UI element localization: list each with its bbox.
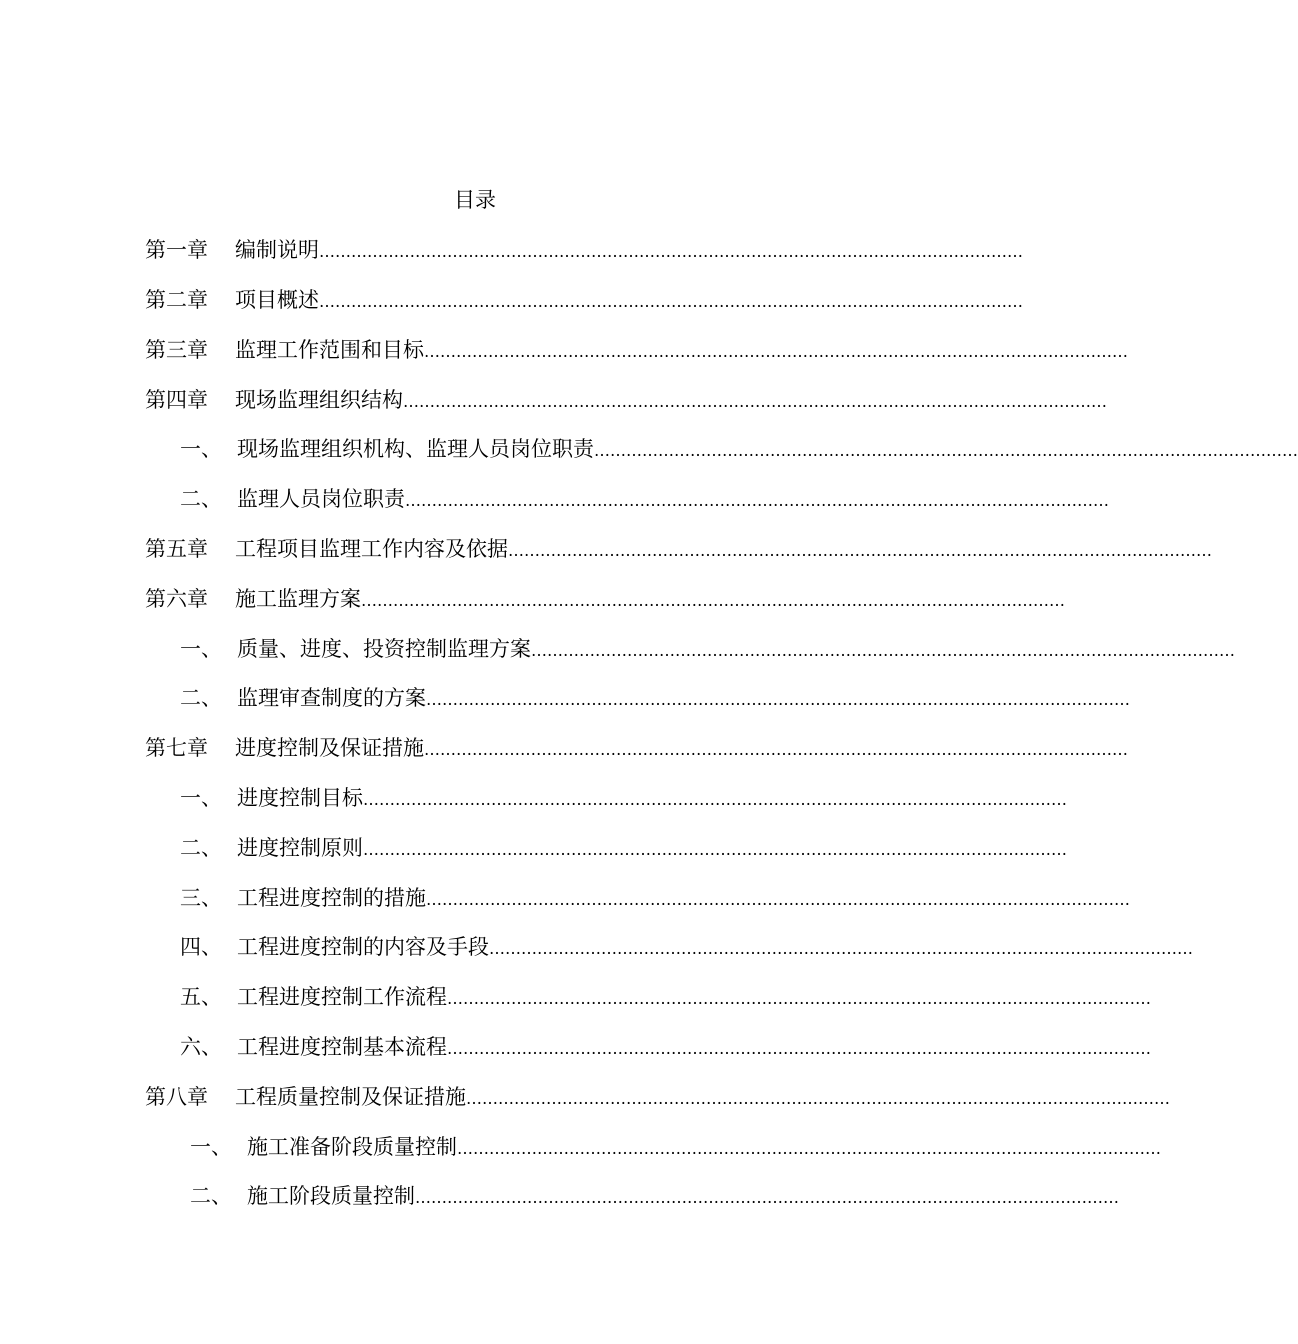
toc-dot-leader: ……………………………………………………………………………………………………………………	[426, 690, 1130, 709]
toc-entry-number: 第四章	[145, 388, 208, 412]
toc-entry-text: 质量、进度、投资控制监理方案	[237, 637, 531, 661]
toc-entry-section	[180, 1031, 1151, 1063]
toc-entry-section	[180, 782, 1067, 814]
toc-dot-leader: ……………………………………………………………………………………………………………………	[363, 790, 1067, 809]
toc-entry-number: 第六章	[145, 587, 208, 611]
toc-entry-text: 施工阶段质量控制	[247, 1184, 415, 1208]
toc-entry-number: 第一章	[145, 238, 208, 262]
toc-entry-chapter-1	[145, 234, 1023, 266]
toc-entry-chapter-3	[145, 334, 1128, 366]
toc-entry-text: 监理人员岗位职责	[237, 487, 405, 511]
toc-entry-number: 第五章	[145, 537, 208, 561]
toc-entry-chapter-6	[145, 583, 1065, 615]
toc-dot-leader: ……………………………………………………………………………………………………………………	[447, 989, 1151, 1008]
toc-entry-chapter-2	[145, 284, 1023, 316]
toc-entry-section	[180, 682, 1130, 714]
toc-title: 目录	[454, 188, 496, 212]
toc-entry-section	[190, 1131, 1161, 1163]
toc-entry-number: 四、	[180, 935, 222, 959]
toc-entry-section	[180, 433, 1298, 465]
toc-entry-text: 进度控制及保证措施	[235, 736, 424, 760]
toc-dot-leader: ……………………………………………………………………………………………………………………	[426, 890, 1130, 909]
toc-entry-text: 监理审查制度的方案	[237, 686, 426, 710]
toc-dot-leader: ……………………………………………………………………………………………………………………	[457, 1139, 1161, 1158]
toc-dot-leader: ……………………………………………………………………………………………………………………	[466, 1089, 1170, 1108]
toc-entry-text: 编制说明	[235, 238, 319, 262]
toc-entry-text: 监理工作范围和目标	[235, 338, 424, 362]
toc-entry-section	[180, 483, 1109, 515]
toc-entry-text: 工程进度控制的措施	[237, 886, 426, 910]
toc-entry-text: 施工准备阶段质量控制	[247, 1135, 457, 1159]
toc-entry-number: 二、	[180, 487, 222, 511]
toc-dot-leader: ……………………………………………………………………………………………………………………	[361, 591, 1065, 610]
toc-entry-number: 一、	[180, 637, 222, 661]
toc-entry-chapter-8	[145, 1081, 1170, 1113]
toc-entry-section	[180, 931, 1193, 963]
toc-entry-text: 进度控制目标	[237, 786, 363, 810]
toc-dot-leader: ……………………………………………………………………………………………………………………	[405, 491, 1109, 510]
toc-entry-text: 工程进度控制工作流程	[237, 985, 447, 1009]
toc-dot-leader: ……………………………………………………………………………………………………………………	[531, 641, 1235, 660]
toc-entry-text: 工程项目监理工作内容及依据	[235, 537, 508, 561]
toc-entry-text: 工程进度控制的内容及手段	[237, 935, 489, 959]
toc-entry-text: 工程质量控制及保证措施	[235, 1085, 466, 1109]
toc-dot-leader: ……………………………………………………………………………………………………………………	[415, 1188, 1119, 1207]
toc-dot-leader: ……………………………………………………………………………………………………………………	[447, 1039, 1151, 1058]
toc-entry-number: 一、	[180, 786, 222, 810]
toc-entry-number: 第二章	[145, 288, 208, 312]
toc-entry-chapter-4	[145, 384, 1107, 416]
toc-entry-number: 五、	[180, 985, 222, 1009]
toc-entry-section	[180, 633, 1235, 665]
toc-entry-number: 第八章	[145, 1085, 208, 1109]
toc-dot-leader: ……………………………………………………………………………………………………………………	[319, 292, 1023, 311]
toc-entry-number: 三、	[180, 886, 222, 910]
toc-entry-text: 现场监理组织机构、监理人员岗位职责	[237, 437, 594, 461]
toc-entry-text: 进度控制原则	[237, 836, 363, 860]
toc-entry-number: 二、	[190, 1184, 232, 1208]
toc-entry-number: 六、	[180, 1035, 222, 1059]
toc-entry-section	[180, 981, 1151, 1013]
toc-dot-leader: ……………………………………………………………………………………………………………………	[489, 939, 1193, 958]
toc-dot-leader: ……………………………………………………………………………………………………………………	[424, 342, 1128, 361]
toc-entry-number: 第三章	[145, 338, 208, 362]
toc-entry-section	[180, 832, 1067, 864]
toc-dot-leader: ……………………………………………………………………………………………………………………	[508, 541, 1212, 560]
toc-entry-chapter-7	[145, 732, 1128, 764]
toc-entry-chapter-5	[145, 533, 1212, 565]
toc-entry-section	[190, 1180, 1119, 1212]
toc-dot-leader: ……………………………………………………………………………………………………………………	[424, 740, 1128, 759]
toc-entry-number: 二、	[180, 686, 222, 710]
toc-entry-section	[180, 882, 1130, 914]
toc-dot-leader: ……………………………………………………………………………………………………………………	[319, 242, 1023, 261]
toc-entry-number: 一、	[180, 437, 222, 461]
toc-entry-number: 第七章	[145, 736, 208, 760]
toc-dot-leader: ……………………………………………………………………………………………………………………	[363, 840, 1067, 859]
toc-entry-number: 二、	[180, 836, 222, 860]
toc-dot-leader: ……………………………………………………………………………………………………………………	[403, 392, 1107, 411]
toc-dot-leader: ……………………………………………………………………………………………………………………	[594, 441, 1298, 460]
toc-entry-text: 项目概述	[235, 288, 319, 312]
toc-entry-text: 工程进度控制基本流程	[237, 1035, 447, 1059]
toc-entry-text: 施工监理方案	[235, 587, 361, 611]
toc-entry-number: 一、	[190, 1135, 232, 1159]
toc-entry-text: 现场监理组织结构	[235, 388, 403, 412]
